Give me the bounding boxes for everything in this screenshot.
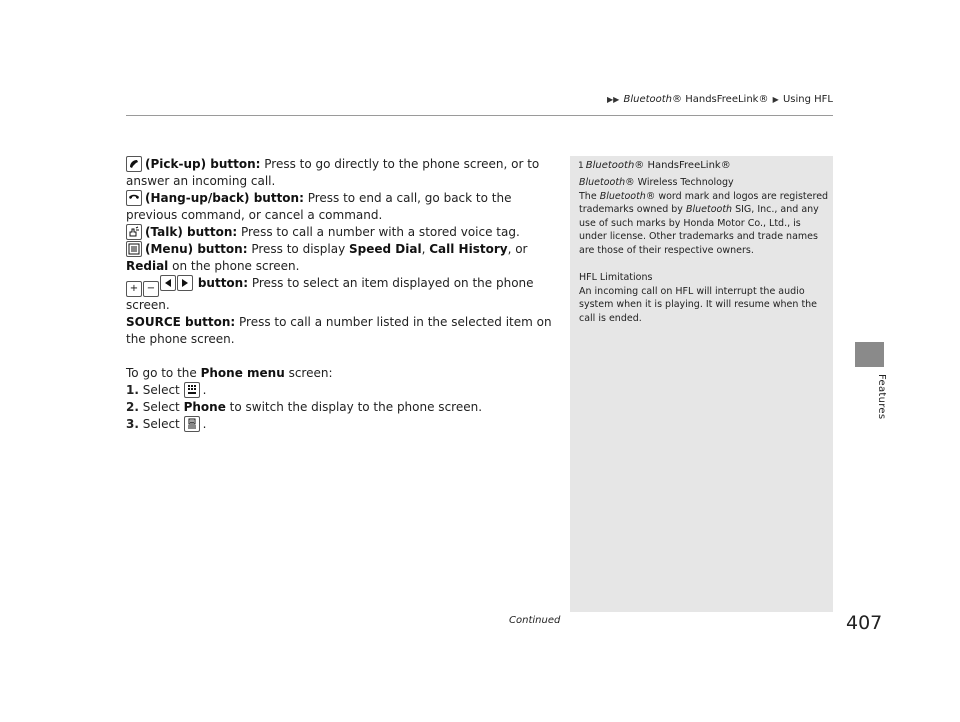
main-content (126, 156, 556, 433)
step-3 (126, 416, 556, 433)
step-1-pre: Select (138, 383, 184, 397)
minus-icon: − (143, 281, 159, 297)
menu-text2: on the phone screen. (168, 259, 300, 273)
talk-icon (126, 224, 142, 240)
hangup-label: (Hang-up/back) button: (145, 191, 304, 205)
menu-comma: , (421, 242, 426, 256)
chapter-tab-label: Features (876, 374, 887, 420)
pickup-phone-icon (126, 156, 142, 172)
sidebar-p1-bt: Bluetooth (579, 177, 626, 188)
header-rule (126, 115, 833, 116)
sidebar-title-bluetooth: Bluetooth (585, 160, 635, 171)
keys-label: button: (197, 276, 249, 290)
breadcrumb-reg: ® (672, 94, 683, 105)
talk-label: (Talk) button: (145, 225, 238, 239)
page-number: 407 (846, 612, 883, 634)
sidebar-p2-a: The (579, 190, 600, 202)
step-1 (126, 382, 556, 399)
breadcrumb-header (0, 94, 833, 105)
step-2-number: 2. (126, 400, 139, 414)
sidebar-p2-b: ® word mark and logos are registered trademarks owned by (579, 190, 829, 216)
step-2-phone: Phone (183, 400, 226, 414)
menu-paragraph (126, 241, 556, 275)
sidebar-p2-bt2: Bluetooth (685, 204, 733, 216)
plus-icon: + (126, 281, 142, 297)
right-arrow-icon (177, 275, 193, 291)
step-1-post: . (202, 383, 207, 397)
step-3-post: . (202, 417, 207, 431)
menu-icon (126, 241, 142, 257)
hangup-phone-icon (126, 190, 142, 206)
menu-text1: Press to display (247, 242, 350, 256)
keys-text: Press to select an item displayed on the phone screen. (126, 276, 534, 312)
sidebar-p3: HFL Limitations (579, 272, 653, 284)
intro-phone-menu: Phone menu (200, 366, 285, 380)
breadcrumb-page: Using HFL (782, 94, 833, 105)
talk-text: Press to call a number with a stored voice tag. (237, 225, 520, 239)
sidebar-body (579, 176, 829, 326)
continued-label: Continued (509, 615, 561, 626)
menu-or: , or (507, 242, 528, 256)
menu-label: (Menu) button: (145, 242, 248, 256)
sidebar-note-mark: 1 (578, 161, 584, 171)
home-icon (184, 382, 200, 398)
left-arrow-icon (160, 275, 176, 291)
menu-redial: Redial (126, 259, 169, 273)
hangup-paragraph (126, 190, 556, 224)
pickup-paragraph (126, 156, 556, 190)
step-2-pre: Select (138, 400, 184, 414)
hangup-text: Press to end a call, go back to the previous command, or cancel a command. (126, 191, 512, 222)
breadcrumb-section: HandsFreeLink® (685, 94, 769, 105)
sidebar-title (578, 160, 731, 171)
source-paragraph (126, 314, 556, 348)
phone-menu-icon (184, 416, 200, 432)
chapter-tab (855, 342, 884, 367)
pickup-label: (Pick-up) button: (145, 157, 261, 171)
sidebar-p1 (579, 176, 829, 190)
menu-speed-dial: Speed Dial (349, 242, 422, 256)
source-label: SOURCE button: (126, 315, 236, 329)
intro-text1: To go to the (126, 366, 201, 380)
sidebar-p2 (579, 190, 829, 258)
breadcrumb-bluetooth: Bluetooth (623, 94, 673, 105)
step-2-post: to switch the display to the phone screen. (225, 400, 483, 414)
sidebar-p1-rest: ® Wireless Technology (625, 177, 734, 188)
keys-paragraph (126, 275, 556, 314)
sidebar-note (570, 156, 833, 612)
sidebar-p2-bt: Bluetooth (599, 190, 646, 202)
step-2 (126, 399, 556, 416)
step-3-number: 3. (126, 417, 139, 431)
step-1-number: 1. (126, 383, 139, 397)
intro-paragraph (126, 365, 556, 382)
intro-text2: screen: (284, 366, 333, 380)
sidebar-title-rest: ® HandsFreeLink® (634, 160, 731, 171)
source-text: Press to call a number listed in the selected item on the phone screen. (126, 315, 552, 346)
menu-call-history: Call History (429, 242, 508, 256)
pickup-text: Press to go directly to the phone screen, or to answer an incoming call. (126, 157, 540, 188)
breadcrumb-arrow-icon: ▶▶ (606, 95, 620, 104)
sidebar-p2-c: SIG, Inc., and any use of such marks by Honda Motor Co., Ltd., is under license. Other trademarks and trade names are those of their respective owners. (579, 204, 819, 256)
step-3-pre: Select (138, 417, 184, 431)
breadcrumb-arrow-icon: ▶ (772, 95, 779, 104)
sidebar-p4: An incoming call on HFL will interrupt the audio system when it is playing. It will resume when the call is ended. (579, 285, 818, 324)
talk-paragraph (126, 224, 556, 241)
